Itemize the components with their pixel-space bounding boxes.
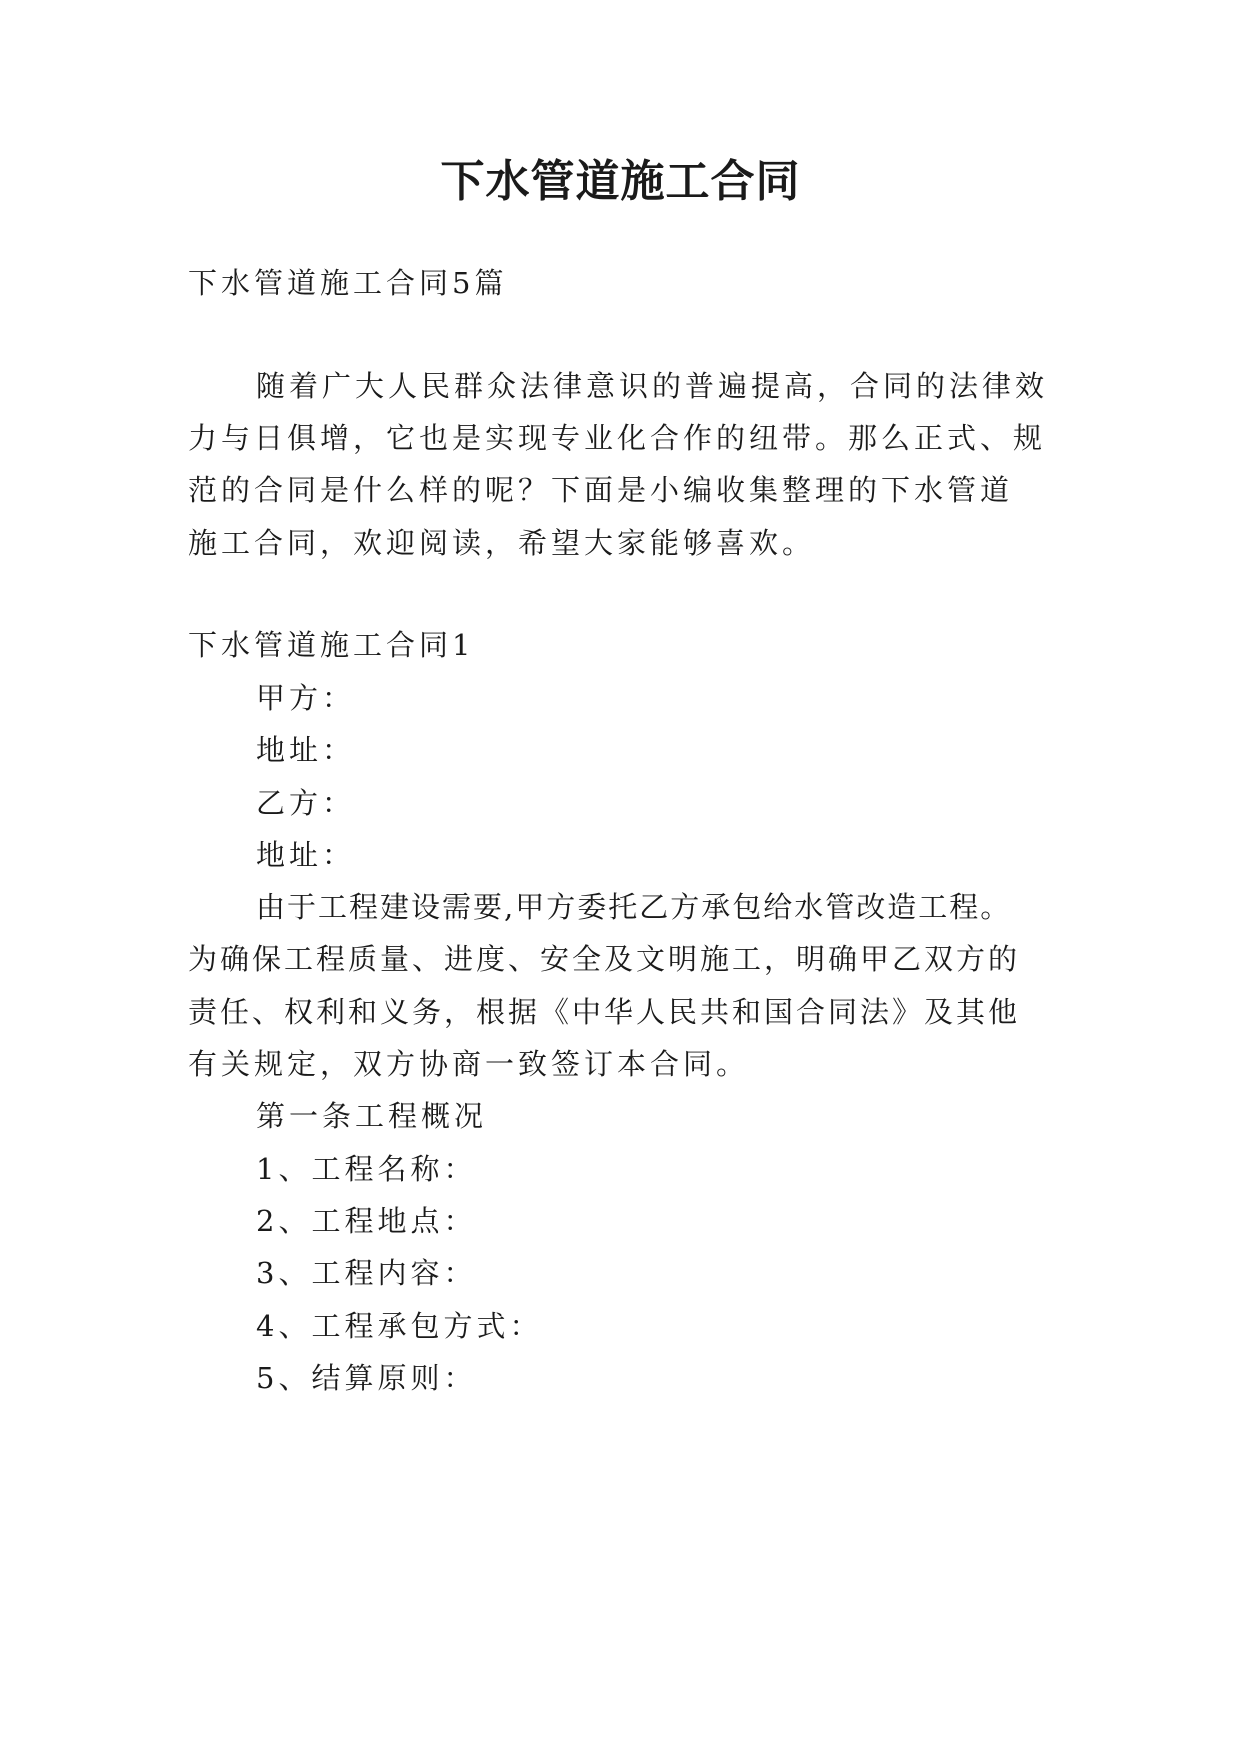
party-a-label: 甲方： (256, 681, 356, 715)
document-subtitle: 下水管道施工合同5篇 (188, 266, 508, 300)
intro-line-2: 力与日俱增，它也是实现专业化合作的纽带。那么正式、规 (188, 421, 1047, 455)
section-title: 下水管道施工合同1 (188, 628, 475, 662)
body-line-3: 责任、权利和义务，根据《中华人民共和国合同法》及其他 (188, 995, 1021, 1029)
intro-line-3: 范的合同是什么样的呢？下面是小编收集整理的下水管道 (188, 473, 1014, 507)
item-contract-method: 4、工程承包方式： (256, 1309, 543, 1343)
document-title: 下水管道施工合同 (440, 156, 801, 207)
article-1-heading: 第一条工程概况 (256, 1099, 488, 1133)
address-b-label: 地址： (256, 838, 356, 872)
body-line-4: 有关规定，双方协商一致签订本合同。 (188, 1047, 750, 1081)
party-b-label: 乙方： (256, 786, 356, 820)
item-project-content: 3、工程内容： (256, 1256, 477, 1290)
intro-line-4: 施工合同，欢迎阅读，希望大家能够喜欢。 (188, 526, 816, 560)
item-project-name: 1、工程名称： (256, 1152, 477, 1186)
intro-line-1: 随着广大人民群众法律意识的普遍提高，合同的法律效 (256, 369, 1049, 403)
body-line-1: 由于工程建设需要,甲方委托乙方承包给水管改造工程。 (256, 890, 1012, 924)
body-line-2: 为确保工程质量、进度、安全及文明施工，明确甲乙双方的 (188, 942, 1021, 976)
address-a-label: 地址： (256, 733, 356, 767)
item-settlement-principle: 5、结算原则： (256, 1361, 477, 1395)
item-project-location: 2、工程地点： (256, 1204, 477, 1238)
